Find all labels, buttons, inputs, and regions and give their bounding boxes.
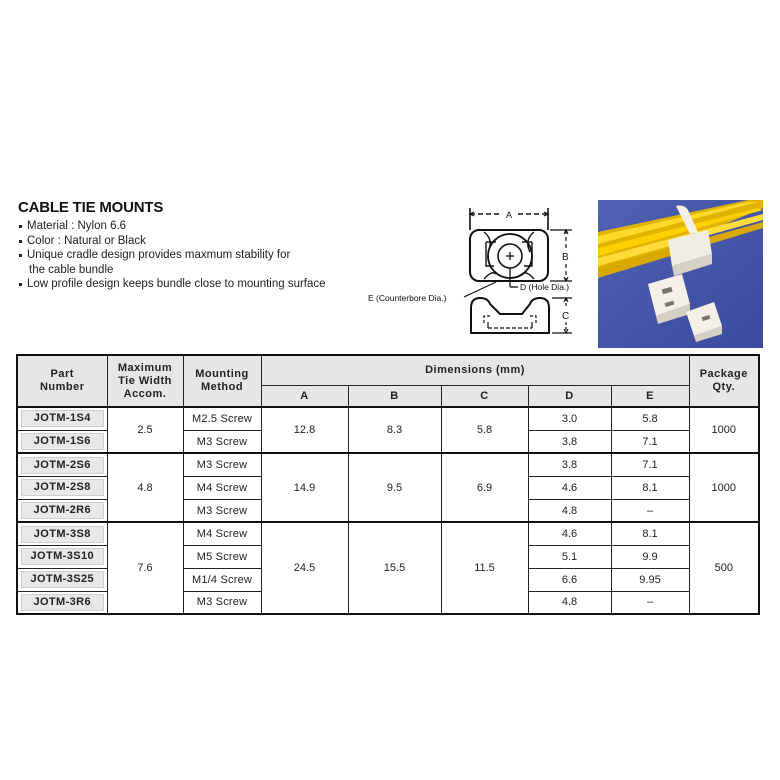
dim-e-cell: –: [611, 591, 689, 614]
header-dim-a: A: [261, 386, 348, 408]
header-mounting-method: Mounting Method: [183, 355, 261, 407]
dim-d-cell: 5.1: [528, 546, 611, 569]
part-number-cell: JOTM-1S6: [17, 430, 107, 453]
mounting-method-cell: M3 Screw: [183, 499, 261, 522]
dim-d-cell: 6.6: [528, 568, 611, 591]
dim-d-cell: 3.8: [528, 430, 611, 453]
part-number-cell: JOTM-2S6: [17, 453, 107, 476]
feature-cradle-design: [18, 248, 377, 277]
table-row: [17, 453, 759, 476]
feature-list: [18, 219, 377, 292]
dim-label-d: D (Hole Dia.): [520, 282, 570, 292]
feature-material: [18, 219, 377, 234]
mount-drawing-icon: [360, 200, 590, 345]
package-qty-cell: 1000: [689, 453, 759, 522]
dim-d-cell: 3.8: [528, 453, 611, 476]
dim-label-c: C: [562, 311, 570, 322]
dim-c-cell: 5.8: [441, 407, 528, 453]
dim-a-cell: 12.8: [261, 407, 348, 453]
dim-d-cell: 3.0: [528, 407, 611, 430]
tie-width-cell: 4.8: [107, 453, 183, 522]
spec-table: [16, 354, 760, 615]
part-number-cell: JOTM-3R6: [17, 591, 107, 614]
dim-label-a: A: [506, 210, 513, 220]
mounting-method-cell: M2.5 Screw: [183, 407, 261, 430]
header-dim-b: B: [348, 386, 441, 408]
dim-d-cell: 4.8: [528, 499, 611, 522]
header-max-tie-width: Maximum Tie Width Accom.: [107, 355, 183, 407]
dim-c-cell: 11.5: [441, 522, 528, 614]
dim-e-cell: 8.1: [611, 477, 689, 500]
mounting-method-cell: M3 Screw: [183, 453, 261, 476]
dim-e-cell: 9.95: [611, 568, 689, 591]
table-row: [17, 522, 759, 545]
dim-b-cell: 8.3: [348, 407, 441, 453]
feature-color: [18, 234, 377, 249]
header-dim-c: C: [441, 386, 528, 408]
part-number-cell: JOTM-3S8: [17, 522, 107, 545]
mounting-method-cell: M3 Screw: [183, 591, 261, 614]
feature-text: Color : Natural or Black: [27, 234, 146, 247]
part-number-cell: JOTM-1S4: [17, 407, 107, 430]
part-number-cell: JOTM-2R6: [17, 499, 107, 522]
dim-e-cell: –: [611, 499, 689, 522]
dim-d-cell: 4.6: [528, 477, 611, 500]
mounting-method-cell: M3 Screw: [183, 430, 261, 453]
header-part-number: Part Number: [17, 355, 107, 407]
dim-label-b: B: [562, 252, 569, 263]
feature-text: Low profile design keeps bundle close to mounting surface: [27, 278, 326, 291]
header-dim-e: E: [611, 386, 689, 408]
header-dim-d: D: [528, 386, 611, 408]
product-photo: [598, 200, 763, 348]
product-title: CABLE TIE MOUNTS: [18, 199, 164, 216]
part-number-cell: JOTM-2S8: [17, 477, 107, 500]
dimension-diagram: [360, 200, 590, 345]
dim-e-cell: 9.9: [611, 546, 689, 569]
feature-low-profile: [18, 277, 377, 292]
dim-label-e: E (Counterbore Dia.): [368, 293, 447, 303]
dim-d-cell: 4.6: [528, 522, 611, 545]
package-qty-cell: 1000: [689, 407, 759, 453]
product-photo-image: [598, 200, 763, 348]
tie-width-cell: 7.6: [107, 522, 183, 614]
mounting-method-cell: M5 Screw: [183, 546, 261, 569]
dim-d-cell: 4.8: [528, 591, 611, 614]
feature-text: Material : Nylon 6.6: [27, 220, 127, 232]
dim-e-cell: 5.8: [611, 407, 689, 430]
dim-c-cell: 6.9: [441, 453, 528, 522]
dim-a-cell: 24.5: [261, 522, 348, 614]
part-number-cell: JOTM-3S10: [17, 546, 107, 569]
part-number-cell: JOTM-3S25: [17, 568, 107, 591]
dim-e-cell: 7.1: [611, 453, 689, 476]
package-qty-cell: 500: [689, 522, 759, 614]
tie-width-cell: 2.5: [107, 407, 183, 453]
feature-text-continuation: the cable bundle: [29, 263, 114, 276]
mounting-method-cell: M4 Screw: [183, 522, 261, 545]
mounting-method-cell: M1/4 Screw: [183, 568, 261, 591]
mounting-method-cell: M4 Screw: [183, 477, 261, 500]
table-row: [17, 407, 759, 430]
feature-text: Unique cradle design provides maxmum stability for: [27, 249, 291, 262]
header-dimensions: Dimensions (mm): [261, 355, 689, 386]
dim-b-cell: 15.5: [348, 522, 441, 614]
dim-e-cell: 8.1: [611, 522, 689, 545]
dim-e-cell: 7.1: [611, 430, 689, 453]
header-package-qty: Package Qty.: [689, 355, 759, 407]
dim-a-cell: 14.9: [261, 453, 348, 522]
dim-b-cell: 9.5: [348, 453, 441, 522]
